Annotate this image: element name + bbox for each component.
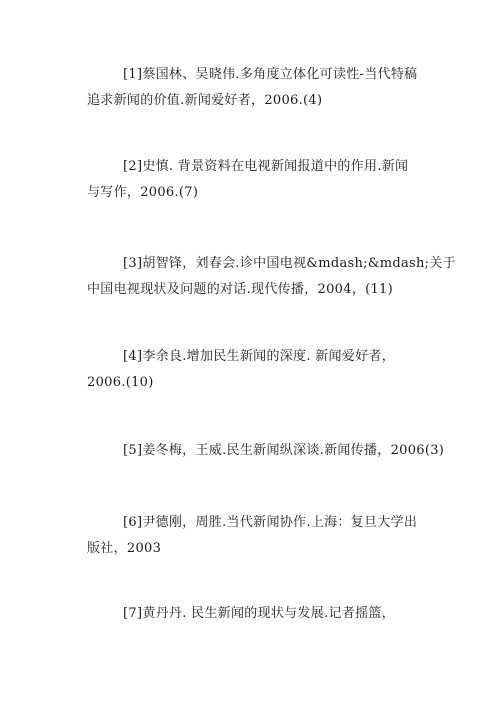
reference-line: [7]黄丹丹. 民生新闻的现状与发展.记者摇篮， (123, 606, 396, 621)
reference-line: 版社，2003 (87, 541, 162, 556)
reference-item (87, 154, 435, 206)
reference-line: [4]李余良.增加民生新闻的深度. 新闻爱好者， (123, 349, 396, 364)
reference-item (87, 251, 456, 303)
reference-line: 2006.(10) (87, 375, 154, 390)
reference-item (87, 510, 435, 562)
reference-line: [6]尹德刚，周胜.当代新闻协作.上海：复旦大学出 (123, 515, 418, 530)
reference-line: 中国电视现状及问题的对话.现代传播，2004，(11) (87, 282, 394, 297)
reference-item (87, 62, 435, 114)
reference-line: [5]姜冬梅，王威.民生新闻纵深谈.新闻传播，2006(3) (123, 443, 445, 458)
reference-line: 追求新闻的价值.新闻爱好者，2006.(4) (87, 93, 323, 108)
reference-line: [3]胡智锋，刘春会.诊中国电视&mdash;&mdash;关于 (123, 256, 456, 271)
reference-line: 与写作，2006.(7) (87, 185, 199, 200)
reference-item (105, 438, 445, 464)
reference-line: [1]蔡国林、吴晓伟.多角度立体化可读性-当代特稿 (123, 67, 418, 82)
reference-item (87, 344, 435, 396)
reference-item (105, 601, 435, 627)
reference-line: [2]史慎. 背景资料在电视新闻报道中的作用.新闻 (123, 159, 409, 174)
